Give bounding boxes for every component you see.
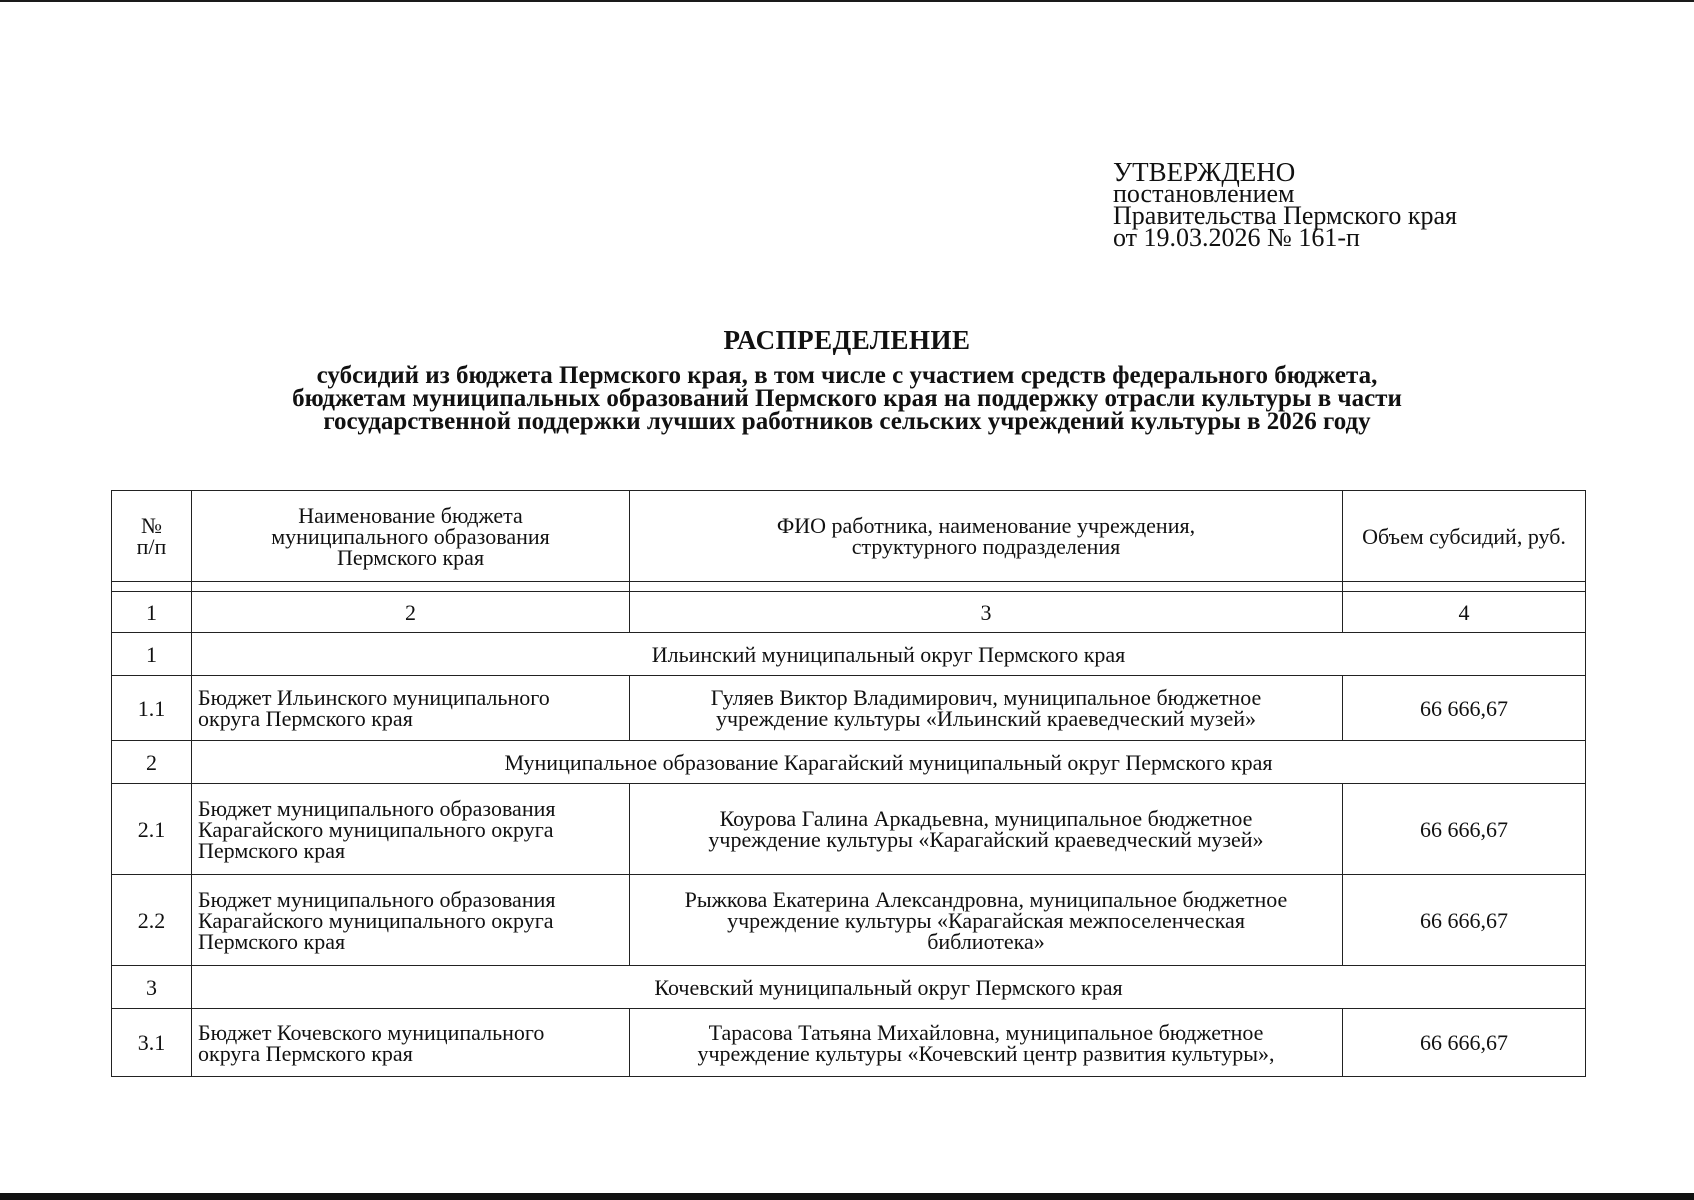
group-number: 1 <box>112 633 192 676</box>
column-number: 4 <box>1343 592 1586 633</box>
table-header-row <box>112 491 1586 582</box>
approval-line-1: постановлением <box>1113 179 1295 208</box>
row-number: 2.2 <box>112 875 192 966</box>
budget-name: Бюджет муниципального образования Карагайского муниципального округа Пермского края <box>192 784 630 875</box>
document-title: РАСПРЕДЕЛЕНИЕ <box>723 325 971 355</box>
subsidy-amount: 66 666,67 <box>1343 1009 1586 1077</box>
header-num: № п/п <box>112 491 192 582</box>
approval-stamp <box>1113 157 1533 252</box>
group-row <box>112 633 1586 676</box>
approval-line-3: от 19.03.2026 № 161-п <box>1113 223 1360 252</box>
subtitle-line-3: государственной поддержки лучших работников сельских учреждений культуры в 2026 году <box>323 408 1371 435</box>
table-row <box>112 784 1586 875</box>
table-row <box>112 1009 1586 1077</box>
worker-info: Тарасова Татьяна Михайловна, муниципальное бюджетное учреждение культуры «Кочевский центр развития культуры», <box>630 1009 1343 1077</box>
group-name: Ильинский муниципальный округ Пермского края <box>192 633 1586 676</box>
group-number: 3 <box>112 966 192 1009</box>
header-amount: Объем субсидий, руб. <box>1343 491 1586 582</box>
subsidy-amount: 66 666,67 <box>1343 875 1586 966</box>
page-bottom-edge <box>0 1193 1694 1200</box>
group-row <box>112 741 1586 784</box>
budget-name: Бюджет муниципального образования Карагайского муниципального округа Пермского края <box>192 875 630 966</box>
column-number-row <box>112 592 1586 633</box>
column-number: 3 <box>630 592 1343 633</box>
group-name: Муниципальное образование Карагайский муниципальный округ Пермского края <box>192 741 1586 784</box>
header-worker: ФИО работника, наименование учреждения, структурного подразделения <box>630 491 1343 582</box>
group-row <box>112 966 1586 1009</box>
distribution-table <box>111 490 1586 1077</box>
subtitle-line-2: бюджетам муниципальных образований Пермского края на поддержку отрасли культуры в части <box>292 385 1402 412</box>
page-top-edge <box>0 0 1694 2</box>
budget-name: Бюджет Ильинского муниципального округа Пермского края <box>192 676 630 741</box>
table-row <box>112 875 1586 966</box>
column-number: 2 <box>192 592 630 633</box>
header-separator-row <box>112 582 1586 592</box>
approval-heading: УТВЕРЖДЕНО <box>1113 157 1296 187</box>
table-row <box>112 676 1586 741</box>
document-subtitle <box>0 364 1694 433</box>
approval-line-2: Правительства Пермского края <box>1113 201 1457 230</box>
worker-info: Гуляев Виктор Владимирович, муниципальное бюджетное учреждение культуры «Ильинский краеведческий музей» <box>630 676 1343 741</box>
column-number: 1 <box>112 592 192 633</box>
header-budget: Наименование бюджета муниципального образования Пермского края <box>192 491 630 582</box>
row-number: 2.1 <box>112 784 192 875</box>
subtitle-line-1: субсидий из бюджета Пермского края, в том числе с участием средств федерального бюджета, <box>316 362 1378 389</box>
row-number: 3.1 <box>112 1009 192 1077</box>
subsidy-amount: 66 666,67 <box>1343 784 1586 875</box>
budget-name: Бюджет Кочевского муниципального округа Пермского края <box>192 1009 630 1077</box>
worker-info: Рыжкова Екатерина Александровна, муниципальное бюджетное учреждение культуры «Карагайская межпоселенческая библиотека» <box>630 875 1343 966</box>
worker-info: Коурова Галина Аркадьевна, муниципальное бюджетное учреждение культуры «Карагайский краеведческий музей» <box>630 784 1343 875</box>
group-number: 2 <box>112 741 192 784</box>
row-number: 1.1 <box>112 676 192 741</box>
group-name: Кочевский муниципальный округ Пермского края <box>192 966 1586 1009</box>
subsidy-amount: 66 666,67 <box>1343 676 1586 741</box>
